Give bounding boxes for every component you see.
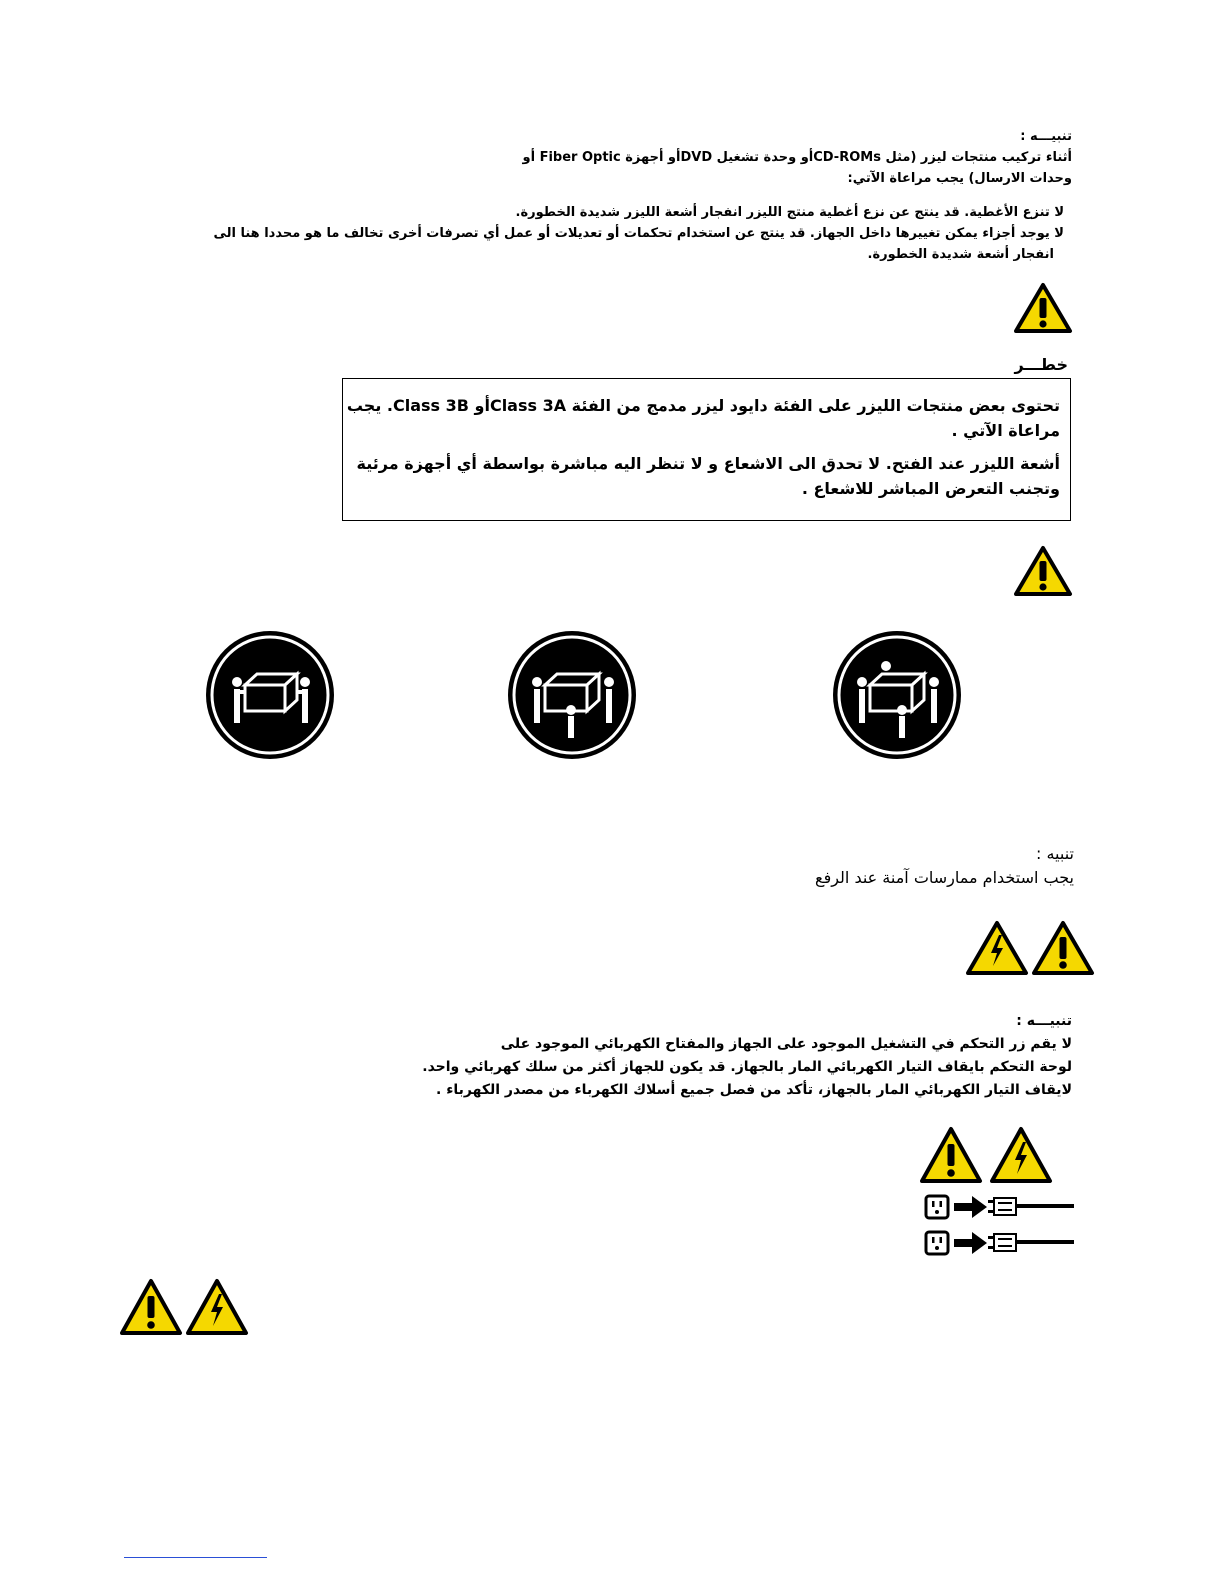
- laser-caution-block: [523, 126, 1073, 189]
- danger-paragraph-1-line-1: تحتوى بعض منتجات الليزر على الفئة دايود ليزر مدمج من الفئة Class 3Aأو Class 3B. يجب: [346, 396, 1060, 415]
- laser-caution-line-1: أثناء تركيب منتجات ليزر (مثل CD-ROMsأو وحدة تشغيل DVDأو أجهزة Fiber Optic أو: [522, 150, 1072, 165]
- power-caution-line-1: لا يقم زر التحكم في التشغيل الموجود على الجهاز والمفتاح الكهربائي الموجود على: [500, 1036, 1072, 1052]
- footer-rule: [124, 1557, 267, 1558]
- laser-rule-1: لا تنزع الأغطية. قد ينتج عن نزع أغطية منتج الليزر انفجار أشعة الليزر شديدة الخطورة.: [515, 205, 1064, 220]
- power-caution-line-3: لايقاف التيار الكهربائي المار بالجهاز، تأكد من فصل جميع أسلاك الكهرباء من مصدر الكهرباء .: [436, 1082, 1072, 1098]
- laser-rule-3: انفجار أشعة شديدة الخطورة.: [867, 247, 1054, 262]
- warning-triangle-icon: [1031, 920, 1095, 976]
- laser-caution-line-2: وحدات الارسال) يجب مراعاة الآتي:: [847, 171, 1072, 186]
- laser-caution-heading: تنبيـــه :: [1020, 129, 1072, 144]
- two-person-lift-icon: [205, 630, 335, 760]
- danger-paragraph-1-line-2: مراعاة الآتي .: [951, 421, 1060, 440]
- warning-triangle-icon: [1013, 282, 1073, 334]
- warning-triangle-icon: [919, 1126, 983, 1184]
- electrical-hazard-icon: [185, 1278, 249, 1336]
- lifting-note-heading: تنبيه :: [1036, 844, 1074, 863]
- danger-heading: خطـــر: [1014, 355, 1068, 374]
- laser-rules-block: [213, 202, 1064, 265]
- power-outlet-icon: [924, 1194, 950, 1220]
- power-plug-icon: [988, 1233, 1074, 1253]
- lifting-note-text: يجب استخدام ممارسات آمنة عند الرفع: [815, 868, 1074, 887]
- electrical-hazard-icon: [989, 1126, 1053, 1184]
- warning-triangle-icon: [1013, 545, 1073, 597]
- lifting-note: [815, 842, 1074, 890]
- laser-rule-2: لا يوجد أجزاء يمكن تغييرها داخل الجهاز. قد ينتج عن استخدام تحكمات أو تعديلات أو عمل أي تصرفات أخرى تخالف ما هو محددا هنا الى: [213, 226, 1064, 241]
- power-outlet-icon: [924, 1230, 950, 1256]
- arrow-right-icon: [954, 1232, 988, 1254]
- three-person-lift-icon: [507, 630, 637, 760]
- warning-triangle-icon: [119, 1278, 183, 1336]
- arrow-right-icon: [954, 1196, 988, 1218]
- four-person-lift-icon: [832, 630, 962, 760]
- power-caution-block: [422, 1010, 1072, 1102]
- danger-box: [342, 378, 1071, 521]
- power-caution-heading: تنبيـــه :: [1016, 1013, 1072, 1029]
- danger-paragraph-2-line-1: أشعة الليزر عند الفتح. لا تحدق الى الاشعاع و لا تنظر اليه مباشرة بواسطة أي أجهزة مرئية: [356, 454, 1060, 473]
- electrical-hazard-icon: [965, 920, 1029, 976]
- power-caution-line-2: لوحة التحكم بايقاف التيار الكهربائي المار بالجهاز. قد يكون للجهاز أكثر من سلك كهربائي واحد.: [422, 1059, 1072, 1075]
- power-plug-icon: [988, 1197, 1074, 1217]
- danger-paragraph-2-line-2: وتجنب التعرض المباشر للاشعاع .: [801, 479, 1060, 498]
